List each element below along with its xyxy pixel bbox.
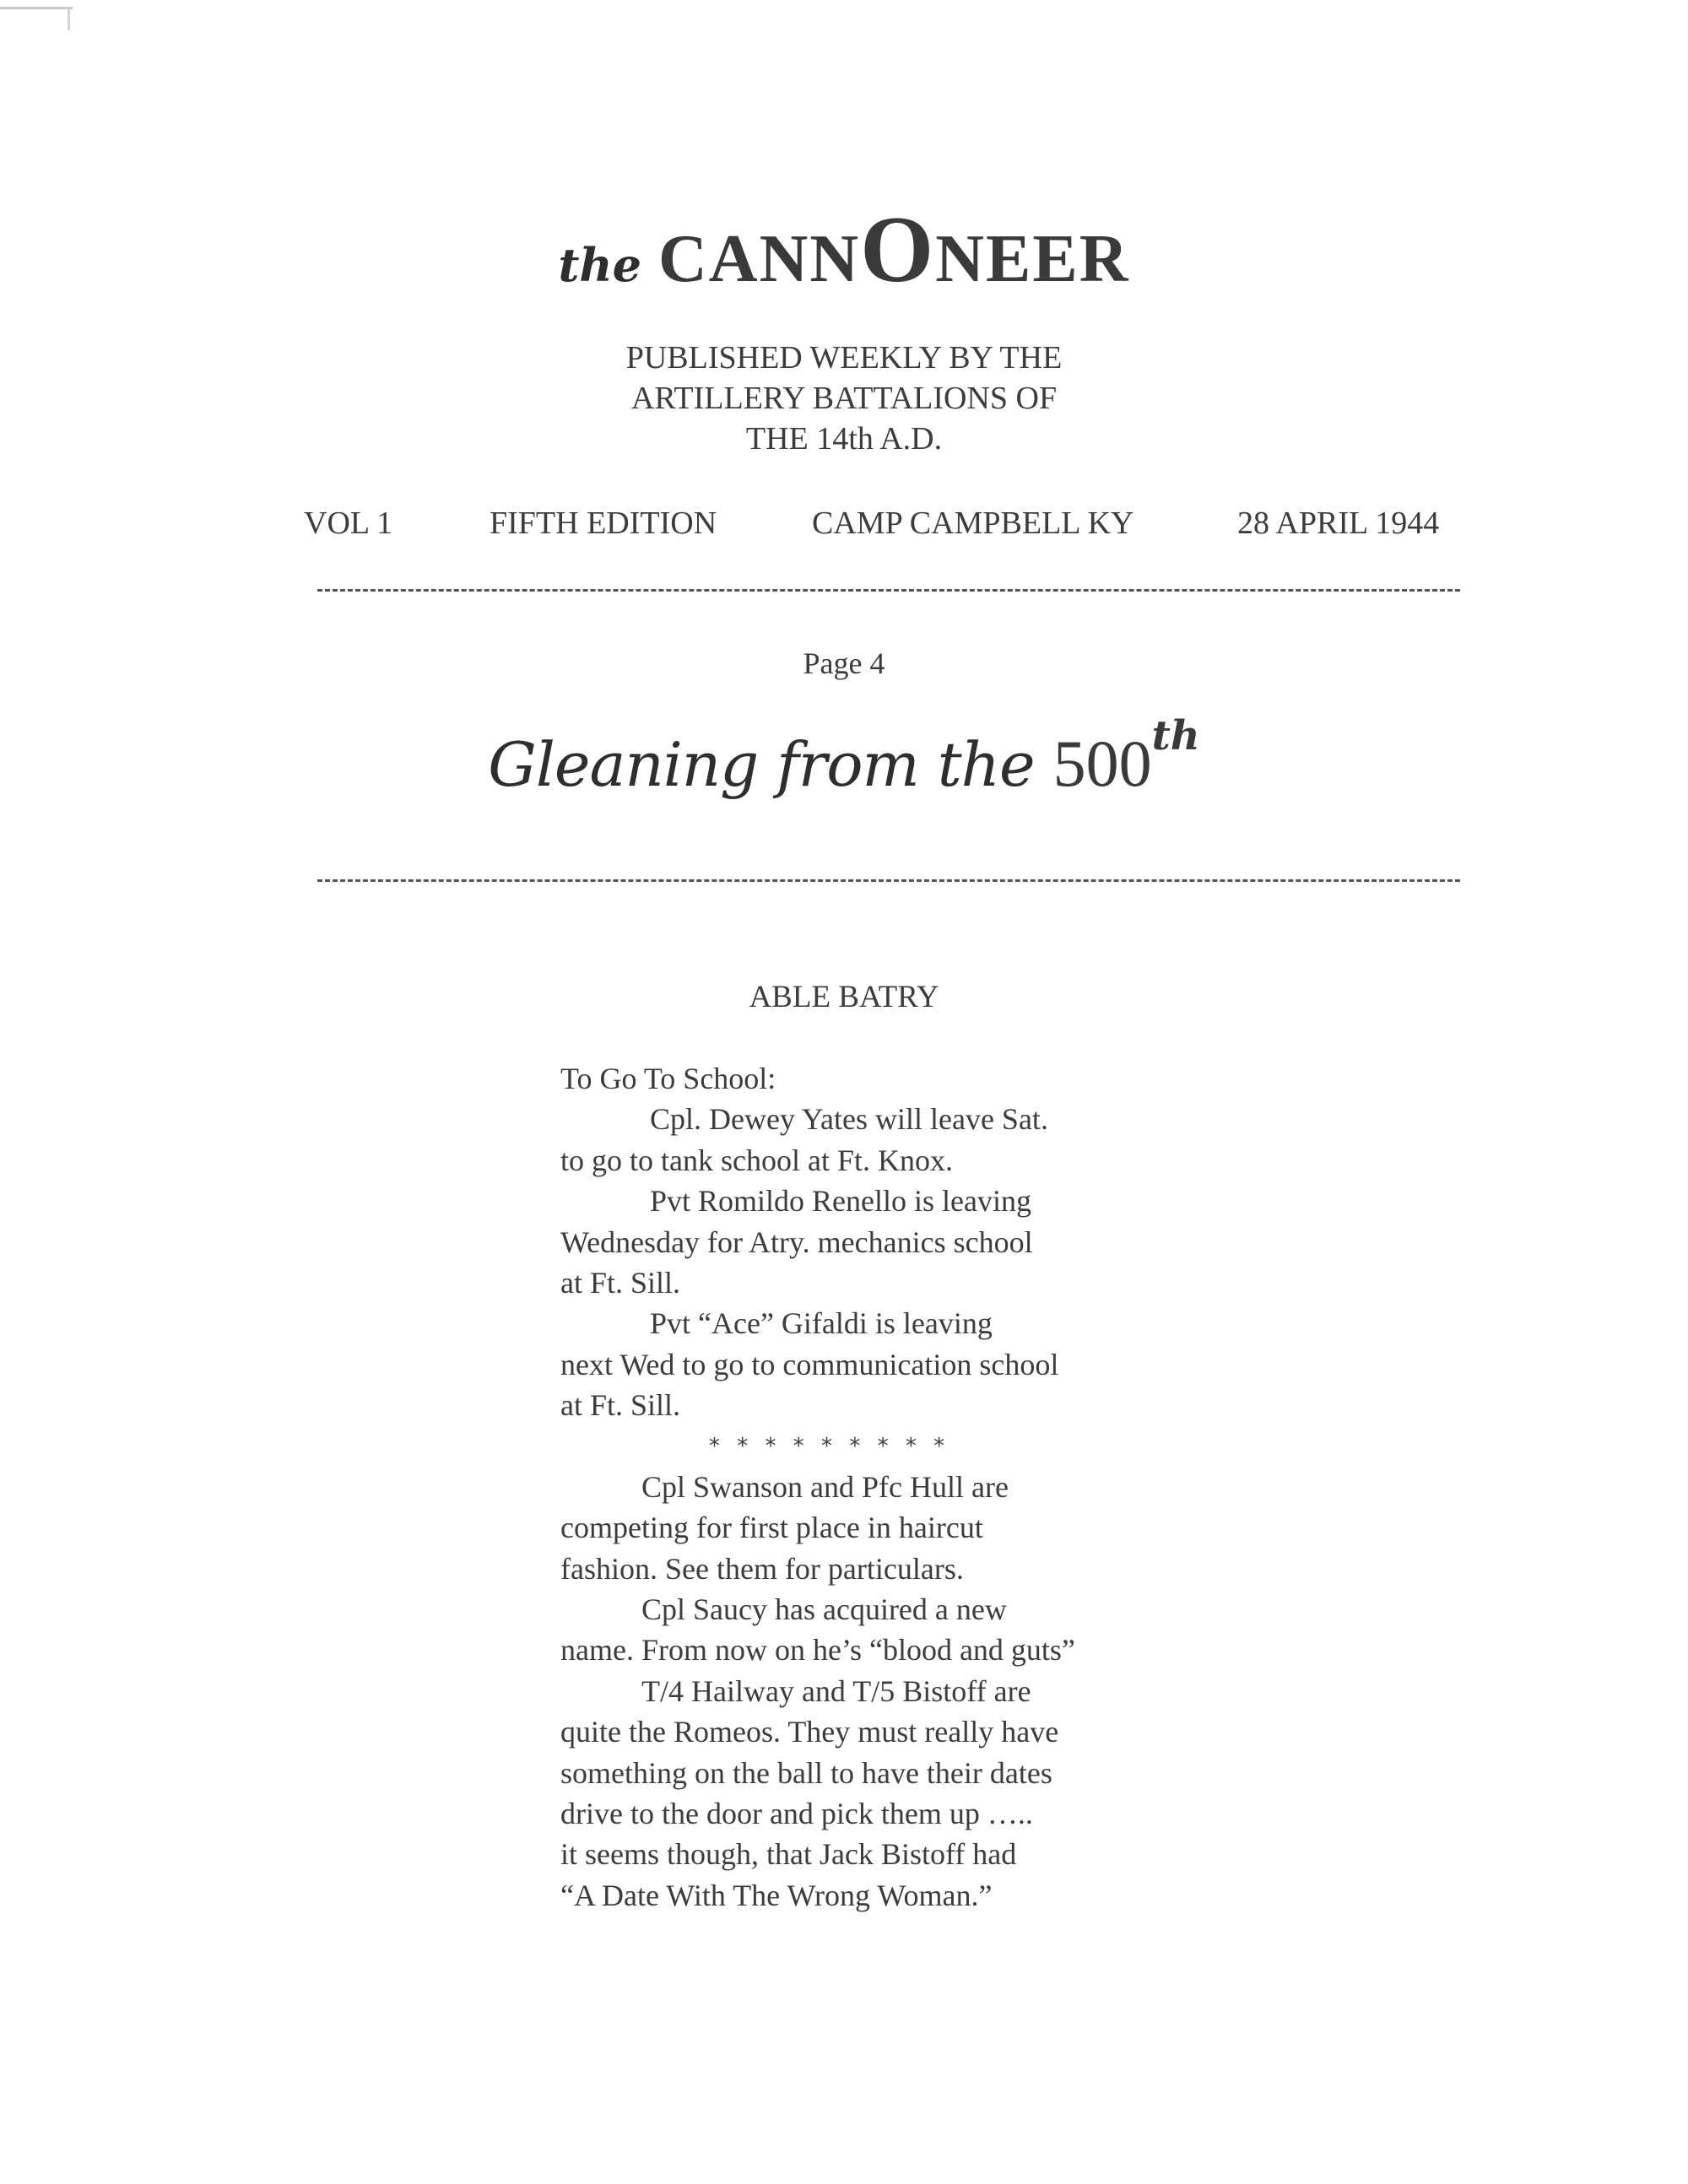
masthead-prefix: the [558,238,642,292]
dashed-divider-bottom [317,879,1460,882]
column-heading-number-value: 500 [1052,727,1152,800]
article-body [560,1058,1168,1916]
location-label: CAMP CAMPBELL KY [812,505,1134,541]
column-heading [0,712,1688,802]
article-line: Wednesday for Atry. mechanics school [560,1224,1033,1259]
section-title: ABLE BATRY [749,980,939,1014]
column-heading-number [1052,712,1200,800]
publisher-line: THE 14th A.D. [745,421,943,457]
article-line: drive to the door and pick them up ….. [560,1797,1033,1831]
article-line: Cpl Saucy has acquired a new [641,1592,1007,1627]
article-line: Cpl Swanson and Pfc Hull are [641,1469,1009,1504]
article-line: at Ft. Sill. [560,1388,681,1423]
volume-label: VOL 1 [304,505,393,541]
masthead-title-part2: NEER [935,222,1130,296]
scan-edge-mark-vertical [68,7,70,30]
masthead-title-part1: CANN [658,222,861,296]
masthead [0,196,1688,305]
article-line: Cpl. Dewey Yates will leave Sat. [650,1102,1048,1137]
article-line: quite the Romeos. They must really have [560,1715,1059,1749]
column-heading-suffix: th [1151,712,1200,760]
article-line: something on the ball to have their dates [560,1755,1052,1790]
masthead-title [658,197,1130,302]
section-separator-stars: * * * * * * * * * [709,1433,950,1459]
article-line: competing for first place in haircut [560,1511,983,1545]
article-line: to go to tank school at Ft. Knox. [560,1143,953,1177]
publisher-block [0,338,1688,459]
page-number: Page 4 [803,646,885,680]
scan-edge-mark [0,7,73,9]
article-line: To Go To School: [560,1062,776,1095]
article-line: next Wed to go to communication school [560,1347,1059,1381]
article-line: at Ft. Sill. [560,1265,681,1300]
date-label: 28 APRIL 1944 [1237,505,1440,541]
article-line: “A Date With The Wrong Woman.” [560,1878,993,1912]
article-line: fashion. See them for particulars. [560,1551,964,1586]
article-line: Pvt Romildo Renello is leaving [650,1184,1031,1219]
article-line: it seems though, that Jack Bistoff had [560,1837,1017,1872]
column-heading-script: Gleaning from the [488,729,1035,800]
article-line: Pvt “Ace” Gifaldi is leaving [650,1306,993,1341]
article-line: T/4 Hailway and T/5 Bistoff are [641,1673,1031,1708]
publisher-line: PUBLISHED WEEKLY BY THE [625,340,1063,376]
article-line: name. From now on he’s “blood and guts” [560,1633,1075,1668]
dashed-divider-top [317,589,1460,592]
masthead-title-o: O [860,197,936,302]
edition-label: FIFTH EDITION [490,505,717,541]
publisher-line: ARTILLERY BATTALIONS OF [630,381,1058,416]
